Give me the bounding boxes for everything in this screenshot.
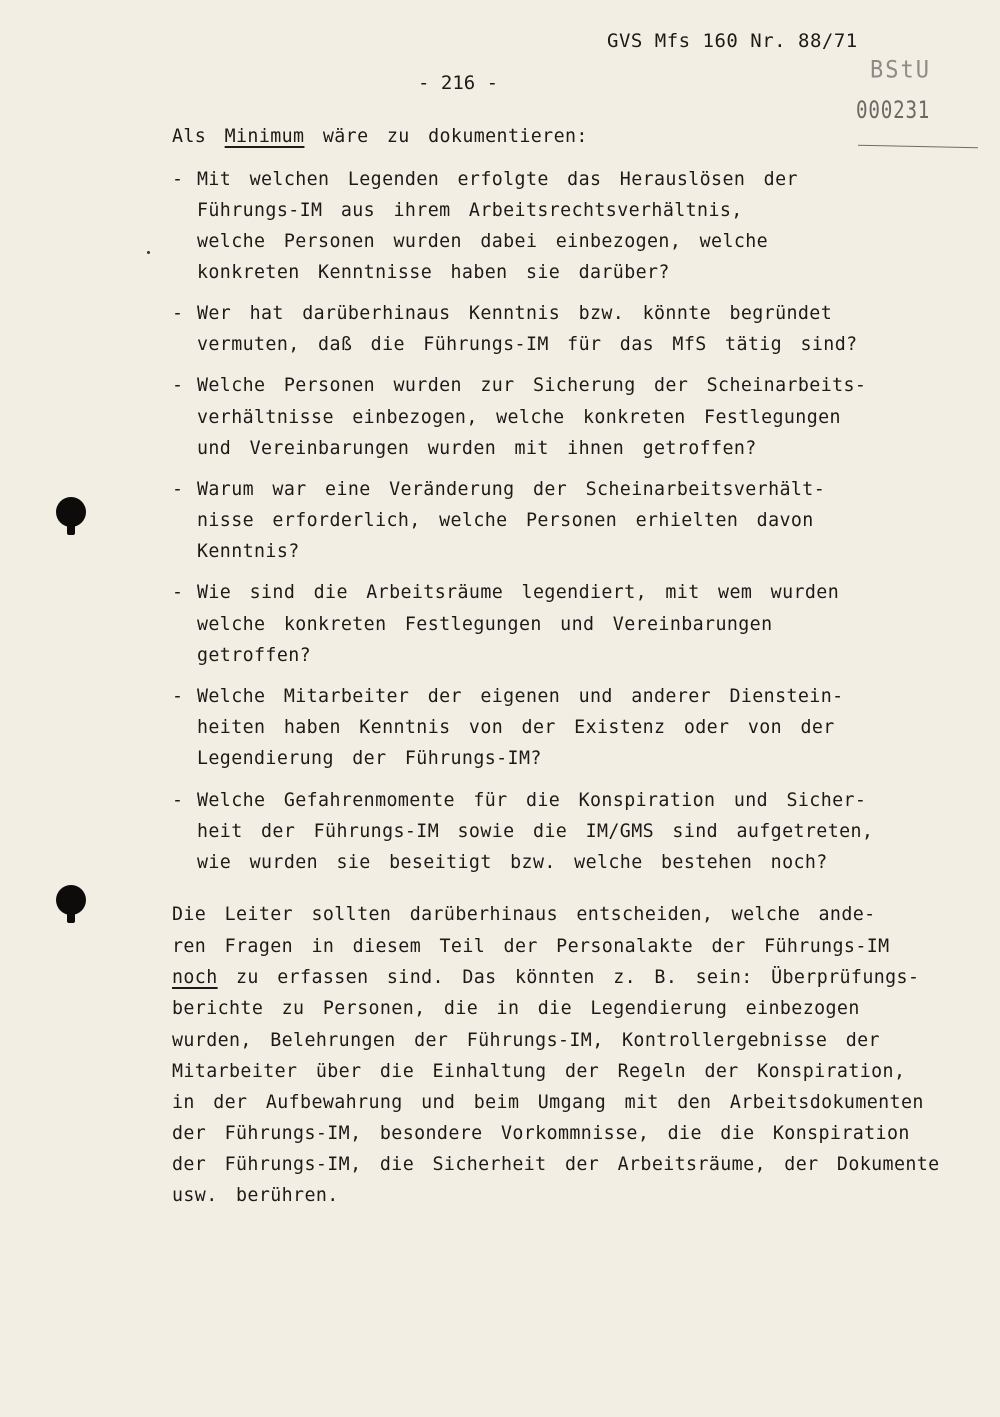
- bullet-dash: -: [172, 169, 184, 190]
- bullet-dash: -: [172, 686, 184, 707]
- closing-line: wurden, Belehrungen der Führungs-IM, Kontrollergebnisse der: [172, 1030, 880, 1051]
- stamp-underline: [858, 145, 978, 149]
- bullet-line: Welche Gefahrenmomente für die Konspiration und Sicher-: [197, 790, 867, 811]
- bullet-dash: -: [172, 303, 184, 324]
- bullet-dash: -: [172, 582, 184, 603]
- closing-line: usw. berühren.: [172, 1185, 339, 1206]
- bullet-line: nisse erforderlich, welche Personen erhielten davon: [197, 510, 814, 531]
- intro-underlined: Minimum: [224, 126, 305, 147]
- bullet-line: Kenntnis?: [197, 541, 300, 562]
- closing-line: ren Fragen in diesem Teil der Personalakte der Führungs-IM: [172, 936, 890, 957]
- punch-hole-bottom: [56, 885, 86, 915]
- closing-line: berichte zu Personen, die in die Legendierung einbezogen: [172, 998, 860, 1019]
- bullet-line: und Vereinbarungen wurden mit ihnen getroffen?: [197, 438, 757, 459]
- page-number: - 216 -: [418, 72, 499, 94]
- bullet-line: Mit welchen Legenden erfolgte das Herauslösen der: [197, 169, 798, 190]
- bullet-line: Legendierung der Führungs-IM?: [197, 748, 542, 769]
- bullet-line: welche Personen wurden dabei einbezogen, welche: [197, 231, 769, 252]
- bullet-line: Führungs-IM aus ihrem Arbeitsrechtsverhältnis,: [197, 200, 743, 221]
- closing-line: [172, 967, 919, 988]
- bullet-line: verhältnisse einbezogen, welche konkreten Festlegungen: [197, 407, 841, 428]
- bullet-line: Welche Personen wurden zur Sicherung der Scheinarbeits-: [197, 375, 867, 396]
- bullet-line: heiten haben Kenntnis von der Existenz oder von der: [197, 717, 835, 738]
- closing-line: in der Aufbewahrung und beim Umgang mit den Arbeitsdokumenten: [172, 1092, 924, 1113]
- bullet-dash: -: [172, 790, 184, 811]
- bullet-line: konkreten Kenntnisse haben sie darüber?: [197, 262, 670, 283]
- intro-line: [172, 126, 588, 147]
- bullet-dash: -: [172, 375, 184, 396]
- closing-line: der Führungs-IM, besondere Vorkommnisse, die die Konspiration: [172, 1123, 910, 1144]
- punch-hole-top: [56, 497, 86, 527]
- document-reference: GVS Mfs 160 Nr. 88/71: [607, 30, 858, 52]
- bullet-line: Warum war eine Veränderung der Scheinarbeitsverhält-: [197, 479, 826, 500]
- bullet-line: vermuten, daß die Führungs-IM für das MfS tätig sind?: [197, 334, 858, 355]
- bullet-line: welche konkreten Festlegungen und Vereinbarungen: [197, 614, 773, 635]
- intro-prefix: Als: [172, 126, 225, 147]
- paper-speck: [147, 251, 150, 254]
- closing-line: der Führungs-IM, die Sicherheit der Arbeitsräume, der Dokumente: [172, 1154, 940, 1175]
- closing-underlined: noch: [172, 967, 218, 988]
- closing-line-rest: zu erfassen sind. Das könnten z. B. sein: Überprüfungs-: [217, 967, 920, 988]
- archive-stamp: BStU: [870, 56, 931, 85]
- closing-line: Die Leiter sollten darüberhinaus entscheiden, welche ande-: [172, 904, 876, 925]
- bullet-line: Wer hat darüberhinaus Kenntnis bzw. könnte begründet: [197, 303, 833, 324]
- bullet-dash: -: [172, 479, 184, 500]
- bullet-line: Wie sind die Arbeitsräume legendiert, mit wem wurden: [197, 582, 840, 603]
- bullet-line: getroffen?: [197, 645, 312, 666]
- bullet-line: heit der Führungs-IM sowie die IM/GMS sind aufgetreten,: [197, 821, 874, 842]
- closing-line: Mitarbeiter über die Einhaltung der Regeln der Konspiration,: [172, 1061, 906, 1082]
- bullet-line: Welche Mitarbeiter der eigenen und anderer Dienstein-: [197, 686, 844, 707]
- intro-suffix: wäre zu dokumentieren:: [304, 126, 588, 147]
- bullet-line: wie wurden sie beseitigt bzw. welche bestehen noch?: [197, 852, 828, 873]
- archive-stamp-number: 000231: [856, 96, 931, 124]
